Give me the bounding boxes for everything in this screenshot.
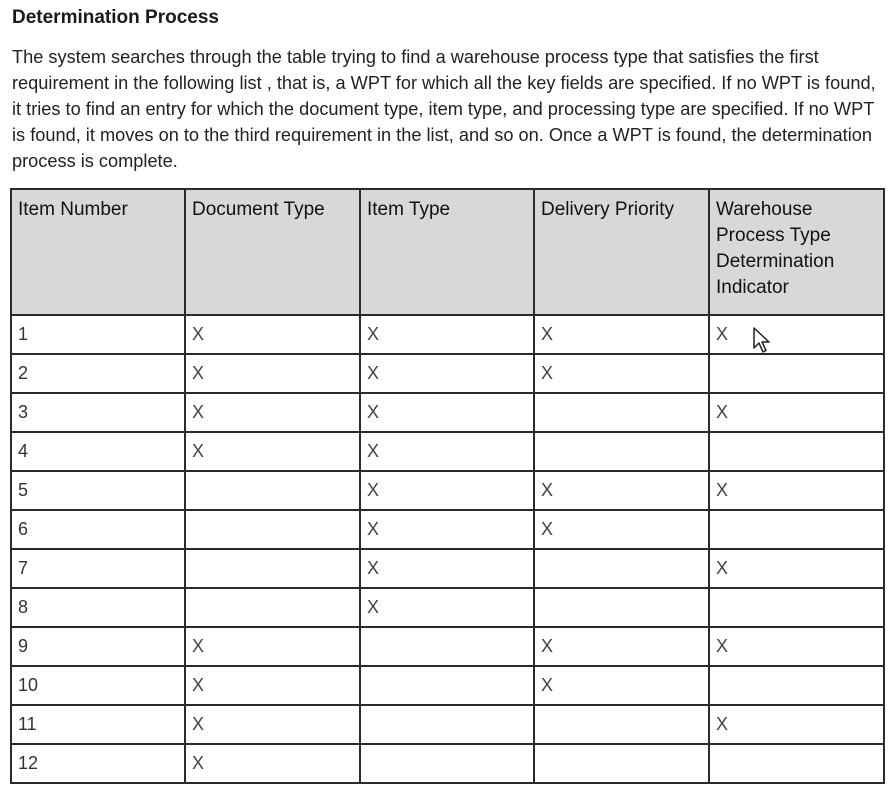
cell-item-number: 5	[11, 471, 185, 510]
wpt-determination-table	[10, 188, 885, 784]
cell-delivery-priority: X	[534, 666, 709, 705]
section-title: Determination Process	[12, 7, 219, 28]
table-header-row	[11, 189, 884, 315]
intro-paragraph: The system searches through the table trying to find a warehouse process type that satisfies the first requirement in the following list , that is, a WPT for which all the key fields are specified. If no WPT is found, it tries to find an entry for which the document type, item type, and processing type are specified. If no WPT is found, it moves on to the third requirement in the list, and so on. Once a WPT is found, the determination process is complete.	[12, 47, 876, 171]
cell-document-type: X	[185, 744, 360, 783]
table-row	[11, 510, 884, 549]
cell-wpt-indicator: X	[709, 549, 884, 588]
cell-item-type: X	[360, 471, 534, 510]
cell-item-type: X	[360, 432, 534, 471]
cell-item-number: 2	[11, 354, 185, 393]
cell-wpt-indicator: X	[709, 471, 884, 510]
cell-item-number: 3	[11, 393, 185, 432]
column-header-document-type: Document Type	[185, 189, 360, 315]
cell-item-type	[360, 627, 534, 666]
cell-item-number: 10	[11, 666, 185, 705]
cell-delivery-priority: X	[534, 510, 709, 549]
cell-wpt-indicator	[709, 666, 884, 705]
table-row	[11, 393, 884, 432]
cell-delivery-priority	[534, 744, 709, 783]
cell-wpt-indicator: X	[709, 393, 884, 432]
cell-item-type	[360, 744, 534, 783]
table-row	[11, 666, 884, 705]
cell-document-type: X	[185, 627, 360, 666]
cell-wpt-indicator: X	[709, 705, 884, 744]
cell-wpt-indicator	[709, 432, 884, 471]
cell-delivery-priority: X	[534, 315, 709, 354]
cell-document-type: X	[185, 666, 360, 705]
cell-delivery-priority	[534, 393, 709, 432]
cell-document-type: X	[185, 393, 360, 432]
table-row	[11, 705, 884, 744]
cell-item-type: X	[360, 549, 534, 588]
cell-delivery-priority	[534, 549, 709, 588]
cell-document-type: X	[185, 705, 360, 744]
table-row	[11, 471, 884, 510]
cell-item-number: 8	[11, 588, 185, 627]
cell-wpt-indicator	[709, 588, 884, 627]
cell-item-type	[360, 666, 534, 705]
cell-delivery-priority: X	[534, 471, 709, 510]
cell-item-number: 11	[11, 705, 185, 744]
cell-item-number: 12	[11, 744, 185, 783]
cell-document-type: X	[185, 315, 360, 354]
mouse-pointer-icon	[752, 326, 772, 354]
cell-wpt-indicator	[709, 744, 884, 783]
cell-item-type: X	[360, 354, 534, 393]
cell-wpt-indicator: X	[709, 315, 884, 354]
table-row	[11, 354, 884, 393]
column-header-item-number: Item Number	[11, 189, 185, 315]
cell-document-type	[185, 471, 360, 510]
table-row	[11, 627, 884, 666]
cell-document-type: X	[185, 354, 360, 393]
cell-delivery-priority: X	[534, 627, 709, 666]
cell-wpt-indicator	[709, 510, 884, 549]
cell-document-type	[185, 510, 360, 549]
cell-item-number: 6	[11, 510, 185, 549]
cell-item-type: X	[360, 315, 534, 354]
cell-document-type	[185, 549, 360, 588]
cell-item-type	[360, 705, 534, 744]
cell-delivery-priority	[534, 432, 709, 471]
cell-document-type: X	[185, 432, 360, 471]
cell-wpt-indicator: X	[709, 627, 884, 666]
column-header-wpt-determination-indicator: Warehouse Process Type Determination Indicator	[709, 189, 884, 315]
cell-item-number: 1	[11, 315, 185, 354]
cell-delivery-priority	[534, 588, 709, 627]
cell-item-number: 7	[11, 549, 185, 588]
table-row	[11, 744, 884, 783]
cell-item-type: X	[360, 510, 534, 549]
cell-wpt-indicator	[709, 354, 884, 393]
cell-delivery-priority: X	[534, 354, 709, 393]
cell-item-number: 9	[11, 627, 185, 666]
table-row	[11, 432, 884, 471]
cell-item-number: 4	[11, 432, 185, 471]
cell-item-type: X	[360, 588, 534, 627]
table-row	[11, 549, 884, 588]
column-header-item-type: Item Type	[360, 189, 534, 315]
cell-item-type: X	[360, 393, 534, 432]
cell-delivery-priority	[534, 705, 709, 744]
cell-document-type	[185, 588, 360, 627]
column-header-delivery-priority: Delivery Priority	[534, 189, 709, 315]
table-row	[11, 588, 884, 627]
